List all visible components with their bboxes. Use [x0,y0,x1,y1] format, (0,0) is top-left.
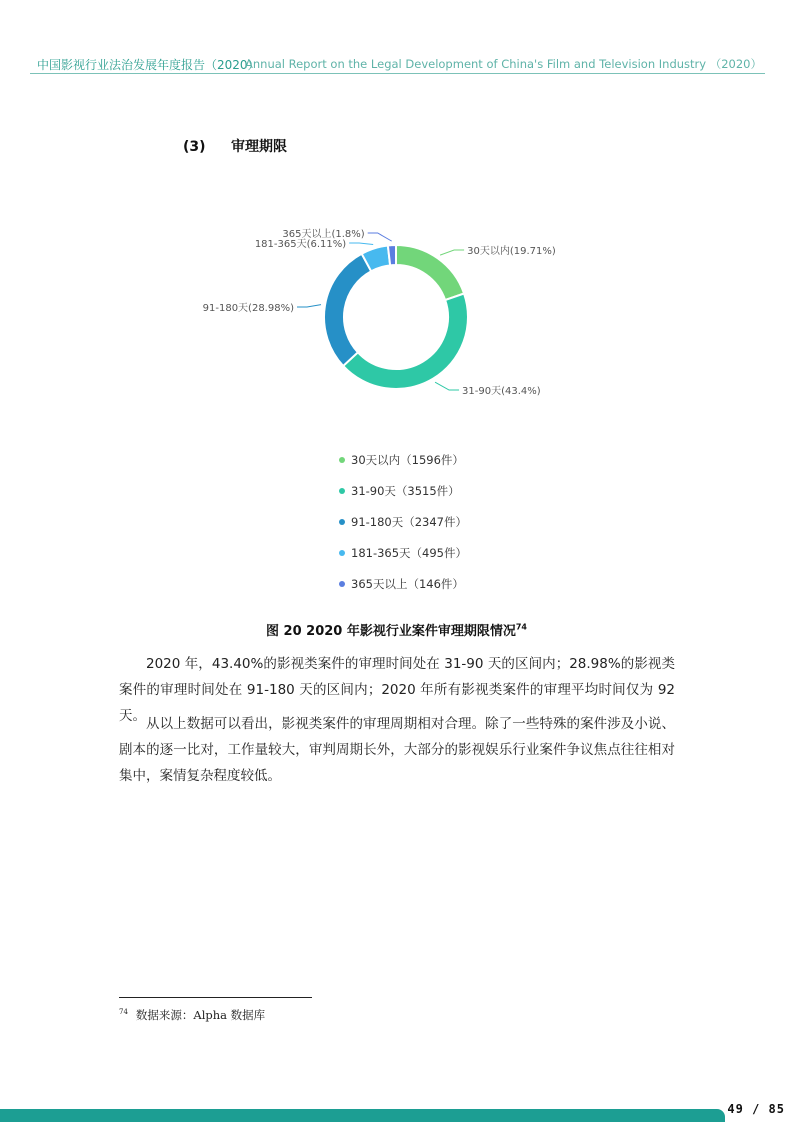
callout-label-181-365天: 181-365天(6.11%) [254,239,347,250]
legend-dot [339,581,345,587]
callout-line-365天以上 [368,233,392,241]
figure-caption-text: 图 20 2020 年影视行业案件审理期限情况 [266,624,516,639]
figure-footnote-ref: 74 [515,622,527,632]
legend-item-365天以上 [339,568,467,599]
section-number: (3) [183,139,206,155]
section-title: 审理期限 [231,139,287,155]
footnote-mark: 74 [119,1008,128,1017]
legend-label: 365天以上（146件） [351,576,464,591]
legend-dot [339,488,345,494]
legend-dot [339,550,345,556]
legend-item-31-90天 [339,475,467,506]
callout-line-30天以内 [440,250,464,255]
footnote-text: 数据来源：Alpha 数据库 [135,1008,266,1022]
legend-dot [339,457,345,463]
figure-caption [0,620,793,639]
header-title-en: Annual Report on the Legal Development of China's Film and Television Industry （2020） [245,57,762,71]
callout-label-91-180天: 91-180天(28.98%) [202,303,295,314]
callout-label-31-90天: 31-90天(43.4%) [462,386,541,397]
legend-item-91-180天 [339,506,467,537]
body-paragraph-1: 2020 年，43.40%的影视类案件的审理时间处在 31-90 天的区间内；28.98%的影视类案件的审理时间处在 91-180 天的区间内；2020 年所有影视类案件的审理平均时间仅为 92 天。 [119,656,675,724]
donut-slice-365天以上 [388,245,396,265]
donut-slice-31-90天 [343,294,468,389]
body-paragraph-2: 从以上数据可以看出，影视类案件的审理周期相对合理。除了一些特殊的案件涉及小说、剧本的逐一比对，工作量较大，审判周期长外，大部分的影视娱乐行业案件争议焦点往往相对集中，案情复杂程度较低。 [119,716,675,784]
legend-label: 181-365天（495件） [351,545,467,560]
donut-chart [0,0,793,440]
footer-bar [0,1109,725,1122]
legend-label: 30天以内（1596件） [351,452,464,467]
legend-label: 91-180天（2347件） [351,514,467,529]
legend-dot [339,519,345,525]
page-number: 49 / 85 [727,1102,785,1116]
footnote [119,1007,265,1023]
callout-label-30天以内: 30天以内(19.71%) [467,246,556,257]
callout-label-365天以上: 365天以上(1.8%) [282,229,365,240]
callout-line-31-90天 [435,382,459,390]
legend-label: 31-90天（3515件） [351,483,460,498]
footnote-divider [119,997,312,998]
header-title-cn: 中国影视行业法治发展年度报告（2020） [37,58,260,72]
legend-item-181-365天 [339,537,467,568]
chart-legend [339,444,467,599]
legend-item-30天以内 [339,444,467,475]
callout-line-181-365天 [349,243,373,245]
donut-slice-91-180天 [324,254,371,366]
donut-slice-30天以内 [396,245,464,300]
callout-line-91-180天 [297,305,321,307]
